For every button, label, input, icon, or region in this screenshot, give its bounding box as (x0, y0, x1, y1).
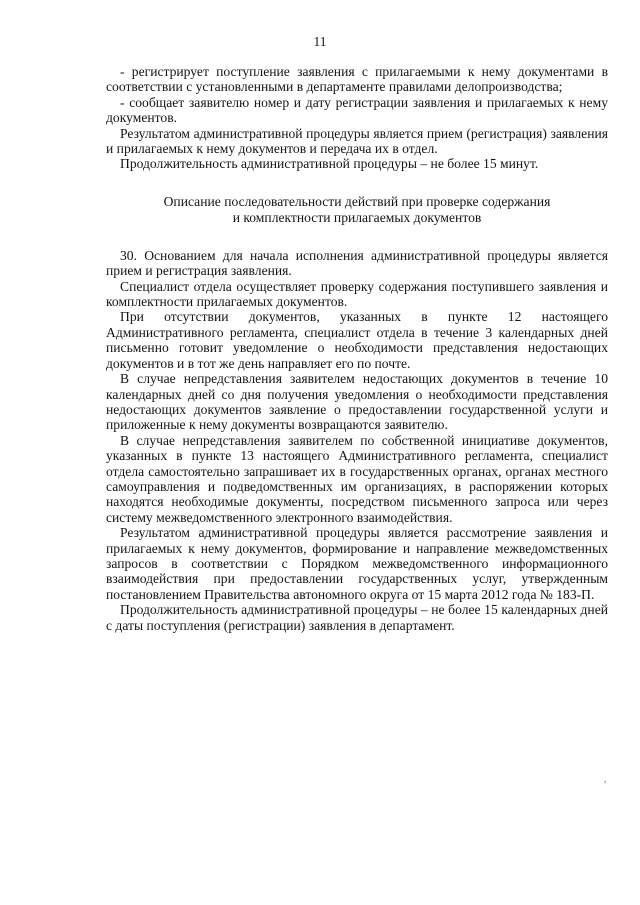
paragraph-missing-documents: При отсутствии документов, указанных в пункте 12 настоящего Административного регламента, специалист отдела в течение 3 календарных дней письменно готовит уведомление о необходимости представления недостающих документов и в тот же день направляет его по почте. (106, 309, 608, 371)
section-heading-line-2: и комплектности прилагаемых документов (232, 209, 482, 225)
paragraph-interagency-request: В случае непредставления заявителем по собственной инициативе документов, указанных в пункте 13 настоящего Административного регламента, специалист отдела самостоятельно запрашивает их в государственных органах, органах местного самоуправления и подведомственных им организациях, в распоряжении которых находятся необходимые документы, посредством письменного запроса или через систему межведомственного электронного взаимодействия. (106, 432, 608, 525)
section-heading-line-1: Описание последовательности действий при проверке содержания (163, 193, 551, 209)
document-body (106, 64, 608, 633)
paragraph-notify-applicant: - сообщает заявителю номер и дату регистрации заявления и прилагаемых к нему документов. (106, 94, 608, 126)
scan-margin-mark: , (604, 774, 607, 784)
paragraph-registration: - регистрирует поступление заявления с прилагаемыми к нему документами в соответствии с установленными в департаменте правилами делопроизводства; (106, 64, 608, 95)
section-heading (106, 194, 608, 226)
paragraph-result-review: Результатом административной процедуры является рассмотрение заявления и прилагаемых к нему документов, формирование и направление межведомственных запросов в соответствии с Порядком межведомственного информационного взаимодействия при предоставлении государственных услуг, утвержденным постановлением Правительства автономного округа от 15 марта 2012 года № 183-П. (106, 525, 608, 602)
paragraph-item-30: 30. Основанием для начала исполнения административной процедуры является прием и регистрация заявления. (106, 247, 608, 279)
paragraph-specialist-check: Специалист отдела осуществляет проверку содержания поступившего заявления и комплектности прилагаемых документов. (106, 278, 608, 310)
paragraph-procedure-result: Результатом административной процедуры является прием (регистрация) заявления и прилагаемых к нему документов и передача их в отдел. (106, 125, 608, 157)
paragraph-duration-review: Продолжительность административной процедуры – не более 15 календарных дней с даты поступления (регистрации) заявления в департамент. (106, 602, 608, 633)
page-number: 11 (313, 34, 327, 49)
paragraph-procedure-duration: Продолжительность административной процедуры – не более 15 минут. (120, 156, 539, 172)
paragraph-return-documents: В случае непредставления заявителем недостающих документов в течение 10 календарных дней со дня получения уведомления о необходимости представления недостающих документов заявление о предоставлении государственной услуги и приложенные к нему документы возвращаются заявителю. (106, 371, 608, 433)
